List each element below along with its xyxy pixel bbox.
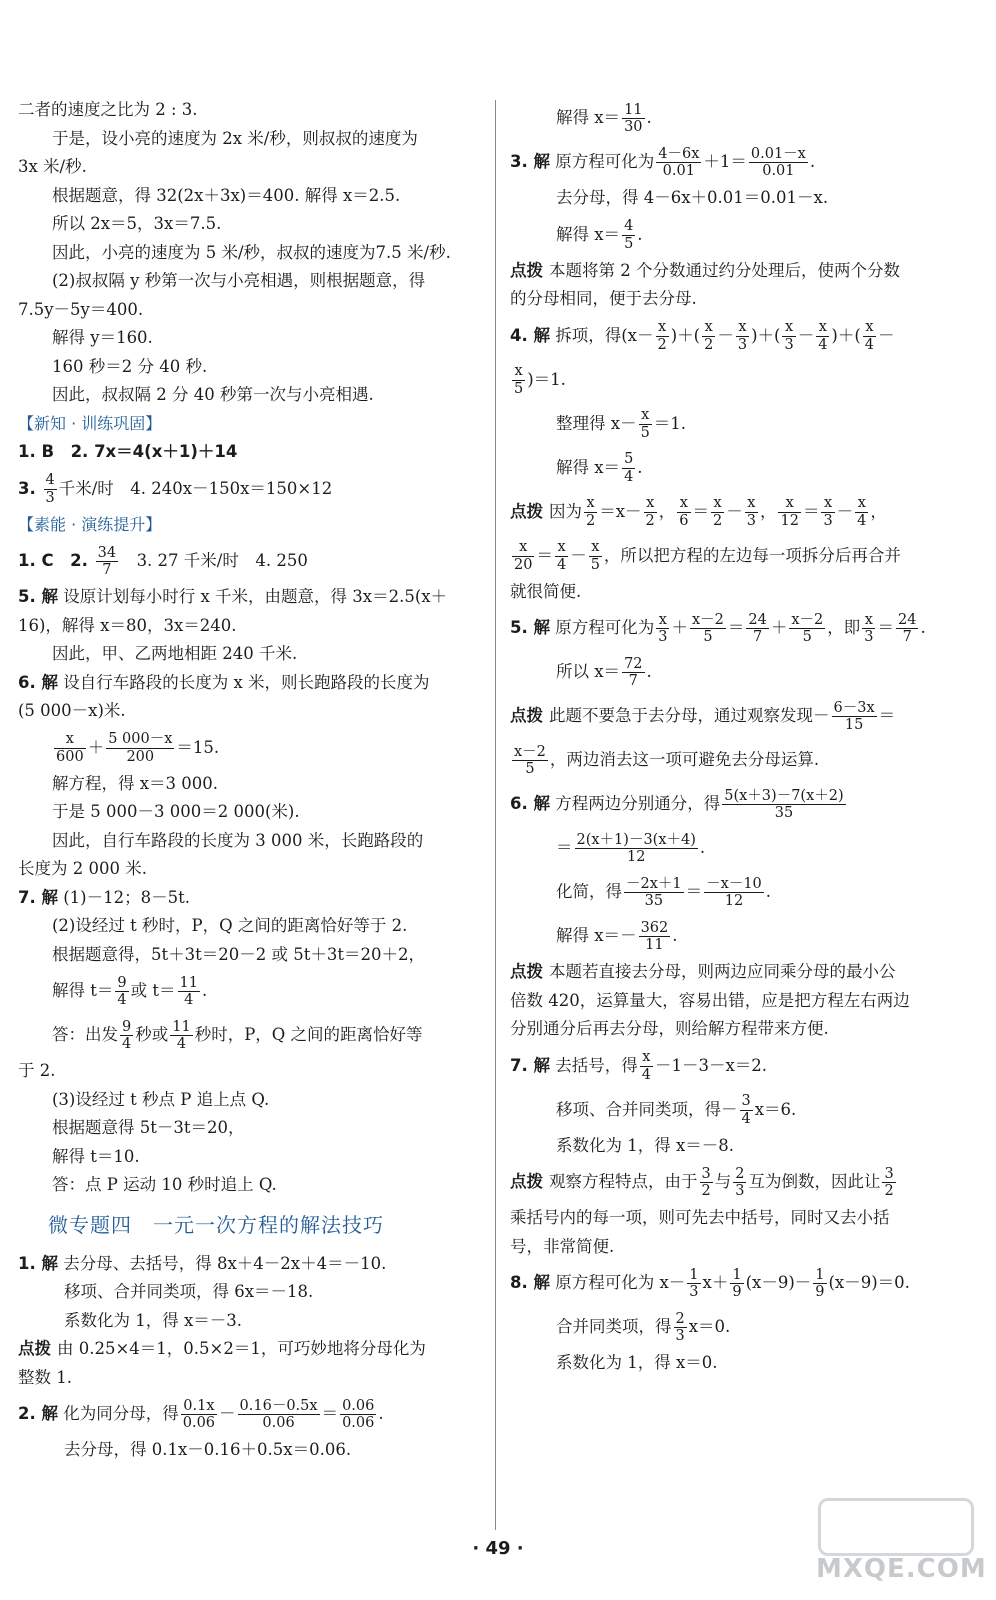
- hint-label: 点拨: [510, 962, 543, 981]
- text-line: (5 000－x)米.: [18, 701, 126, 720]
- fraction: $\frac{x}{3}$: [823, 495, 833, 529]
- text-line: 根据题意得，5t＋3t＝20－2 或 5t＋3t＝20＋2，: [52, 944, 425, 964]
- fraction: $\frac{3}{2}$: [884, 1165, 894, 1199]
- text-line: 因此，叔叔隔 2 分 40 秒第一次与小亮相遇.: [52, 385, 374, 404]
- fraction: $\frac{3}{4}$: [741, 1093, 751, 1127]
- fraction: $\frac{1}{3}$: [689, 1266, 699, 1300]
- text-line: 去分母，得 4－6x＋0.01＝0.01－x.: [556, 188, 829, 207]
- text-line: (2)叔叔隔 y 秒第一次与小亮相遇，则根据题意，得: [52, 271, 426, 290]
- text-line: 点拨 本题将第 2 个分数通过约分处理后，使两个分数: [510, 260, 900, 280]
- text-line: 系数化为 1，得 x＝－3.: [64, 1310, 243, 1330]
- fraction: $\frac{x}{2}$: [713, 495, 723, 529]
- fraction: $\frac{x}{3}$: [864, 611, 874, 645]
- fraction: $\frac{362}{11}$: [640, 919, 669, 953]
- fraction: $\frac{0.16-0.5x}{0.06}$: [239, 1397, 318, 1431]
- equation-line: $\frac{x}{5}$ )＝1.: [514, 363, 566, 397]
- text-line: 分别通分后再去分母，则给解方程带来方便.: [510, 1019, 829, 1038]
- problem-label: 7. 解: [18, 887, 58, 907]
- answer-text: 3.: [18, 478, 42, 498]
- fraction: $\frac{24}{7}$: [748, 611, 767, 645]
- fraction: $\frac{x-2}{5}$: [691, 611, 724, 645]
- problem-label: 6. 解: [510, 794, 550, 813]
- fraction: $\frac{24}{7}$: [897, 611, 917, 645]
- text-line: 160 秒＝2 分 40 秒.: [52, 356, 208, 376]
- watermark-logo: [812, 1494, 987, 1590]
- fraction: $\frac{x}{5}$: [590, 539, 600, 573]
- text-line: 解得 t＝10.: [52, 1146, 140, 1166]
- hint-label: 点拨: [510, 706, 543, 725]
- text-line: 答：点 P 运动 10 秒时追上 Q.: [52, 1175, 277, 1194]
- fraction: $\frac{5(x+3)-7(x+2)}{35}$: [724, 787, 844, 821]
- text-line: 解得 y＝160.: [52, 328, 153, 347]
- equation-line: 化简，得 $\frac{-2x+1}{35}$ ＝ $\frac{-x-10}{12}$ .: [556, 875, 772, 909]
- fraction: $\frac{x}{3}$: [658, 611, 668, 645]
- answer-line: [18, 539, 488, 583]
- text-line: 倍数 420，运算量大，容易出错，应是把方程左右两边: [510, 990, 910, 1010]
- equation-line: 解得 x＝ $\frac{5}{4}$ .: [556, 451, 643, 485]
- text-line: 于 2.: [18, 1061, 56, 1080]
- text-line: 根据题意，得 32(2x＋3x)＝400. 解得 x＝2.5.: [52, 185, 401, 205]
- text-line: 系数化为 1，得 x＝－8.: [556, 1135, 735, 1155]
- fraction: $\frac{-x-10}{12}$: [706, 875, 762, 909]
- problem-label: 4. 解: [510, 325, 550, 345]
- text-line: [18, 1250, 488, 1279]
- answer-text: 3. 27 千米/时 4. 250: [120, 551, 308, 570]
- answer-line: [18, 467, 488, 511]
- hint-label: 点拨: [510, 260, 543, 280]
- equation-line: 6. 解 方程两边分别通分，得 $\frac{5(x+3)-7(x+2)}{35}$: [510, 787, 844, 821]
- right-column: [510, 96, 978, 1378]
- text-line: 去分母，得 0.1x－0.16＋0.5x＝0.06.: [64, 1440, 352, 1459]
- fraction: $\frac{4}{5}$: [624, 218, 634, 252]
- fraction: $\frac{11}{4}$: [179, 974, 198, 1008]
- equation-line: 解得 x＝ $\frac{4}{5}$ .: [556, 218, 643, 252]
- hint-label: 点拨: [510, 1172, 543, 1191]
- topic-heading: 微专题四 一元一次方程的解法技巧: [48, 1212, 384, 1237]
- left-column: [18, 96, 488, 1465]
- text-line: 整数 1.: [18, 1367, 72, 1387]
- text-line: (2)设经过 t 秒时，P，Q 之间的距离恰好等于 2.: [52, 916, 408, 935]
- fraction: $\frac{x}{4}$: [857, 495, 867, 529]
- text-line: [18, 669, 488, 698]
- fraction: $\frac{4-6x}{0.01}$: [658, 145, 700, 179]
- equation-line: 点拨 此题不要急于去分母，通过观察发现－ $\frac{6-3x}{15}$ ＝: [510, 699, 896, 733]
- equation-line: 所以 x＝ $\frac{72}{7}$ .: [556, 655, 652, 689]
- fraction: $\frac{2}{3}$: [675, 1310, 685, 1344]
- equation-line: 点拨 观察方程特点，由于 $\frac{3}{2}$ 与 $\frac{2}{3}$ 互为倒数，因此让 $\frac{3}{2}$: [510, 1165, 894, 1199]
- page-number: · 49 ·: [472, 1538, 524, 1559]
- equation-line: 5. 解 原方程可化为 $\frac{x}{3}$ ＋ $\frac{x-2}{5}$ ＝ $\frac{24}{7}$ ＋ $\frac{x-2}{5}$ ，即 $\frac{x}{3}$ ＝ $\frac{24}{7}$ .: [510, 611, 926, 645]
- text-line: 二者的速度之比为 2 : 3.: [18, 100, 198, 119]
- equation-line: 答：出发 $\frac{9}{4}$ 秒或 $\frac{11}{4}$ 秒时，P，Q 之间的距离恰好等: [52, 1018, 423, 1052]
- text: 设自行车路段的长度为 x 米，则长跑路段的长度为: [58, 672, 430, 692]
- fraction: $\frac{72}{7}$: [624, 655, 643, 689]
- text: 去分母、去括号，得 8x＋4－2x＋4＝－10.: [58, 1253, 387, 1273]
- fraction: $\frac{x}{3}$: [746, 495, 756, 529]
- problem-label: 3. 解: [510, 152, 550, 171]
- text-line: [18, 884, 488, 913]
- text: (1)－12；8－5t.: [58, 887, 190, 907]
- equation-line: 3. 解 原方程可化为 $\frac{4-6x}{0.01}$ ＋1＝ $\frac{0.01-x}{0.01}$ .: [510, 145, 816, 179]
- fraction: $\frac{x}{5}$: [514, 363, 524, 397]
- equation-line: 移项、合并同类项，得－ $\frac{3}{4}$ x＝6.: [556, 1093, 797, 1127]
- problem-label: 2. 解: [18, 1404, 58, 1423]
- problem-label: 8. 解: [510, 1273, 550, 1292]
- fraction: $\frac{x}{5}$: [640, 407, 650, 441]
- equation-line: 解得 x＝－ $\frac{362}{11}$ .: [556, 919, 678, 953]
- fraction: $\frac{x}{4}$: [864, 319, 875, 353]
- equation-line: 整理得 x－ $\frac{x}{5}$ ＝1.: [556, 407, 687, 441]
- answer-line: 1. B 2. 7x＝4(x＋1)＋14: [18, 442, 238, 461]
- answer-text: 千米/时 4. 240x－150x＝150×12: [58, 478, 333, 498]
- fraction: $\frac{x}{12}$: [780, 495, 799, 529]
- text-line: 就很简便.: [510, 581, 582, 601]
- equation-line: 7. 解 去括号，得 $\frac{x}{4}$ －1－3－x＝2.: [510, 1049, 768, 1083]
- fraction: $\frac{1}{9}$: [732, 1266, 742, 1300]
- fraction: $\frac{x}{2}$: [586, 495, 596, 529]
- text-line: [18, 1335, 488, 1364]
- fraction: $\frac{x-2}{5}$: [514, 743, 546, 777]
- equation-line: 2. 解 化为同分母，得 $\frac{0.1x}{0.06}$ － $\frac{0.16-0.5x}{0.06}$ ＝ $\frac{0.06}{0.06}$ .: [18, 1397, 384, 1431]
- fraction: $\frac{9}{4}$: [122, 1018, 132, 1052]
- problem-label: 6. 解: [18, 672, 58, 692]
- equation-line: 解得 t＝ $\frac{9}{4}$ 或 t＝ $\frac{11}{4}$ .: [52, 974, 208, 1008]
- text-line: 因此，甲、乙两地相距 240 千米.: [52, 644, 298, 663]
- problem-label: 5. 解: [510, 618, 550, 637]
- fraction: $\frac{5}{4}$: [624, 451, 634, 485]
- fraction: $\frac{9}{4}$: [117, 974, 127, 1008]
- hint-label: 点拨: [18, 1339, 51, 1358]
- fraction: $\frac{x-2}{5}$: [791, 611, 824, 645]
- equation-line: $\frac{x-2}{5}$ ，两边消去这一项可避免去分母运算.: [514, 743, 820, 777]
- text-line: 因此，自行车路段的长度为 3 000 米，长跑路段的: [52, 830, 424, 850]
- fraction: $\frac{x}{6}$: [679, 495, 689, 529]
- problem-label: 5. 解: [18, 587, 58, 606]
- fraction: $\frac{x}{4}$: [818, 319, 828, 353]
- section-heading: 【素能 · 演练提升】: [18, 514, 162, 534]
- hint-label: 点拨: [510, 501, 543, 521]
- text-line: 7.5y－5y＝400.: [18, 299, 144, 319]
- equation-line: 解得 x＝ $\frac{11}{30}$ .: [556, 101, 652, 135]
- fraction: $\frac{0.06}{0.06}$: [342, 1397, 375, 1431]
- fraction: $\frac{11}{4}$: [172, 1018, 191, 1052]
- fraction: $\frac{x}{600}$: [56, 731, 84, 765]
- text-line: 16)，解得 x＝80，3x＝240.: [18, 615, 237, 635]
- fraction: $\frac{3}{2}$: [701, 1165, 711, 1199]
- fraction: $\frac{-2x+1}{35}$: [626, 875, 682, 909]
- fraction: $\frac{2(x+1)-3(x+4)}{12}$: [576, 831, 696, 865]
- text-line: 点拨 本题若直接去分母，则两边应同乘分母的最小公: [510, 962, 896, 981]
- text-line: 移项、合并同类项，得 6x＝－18.: [64, 1282, 314, 1301]
- section-heading: 【新知 · 训练巩固】: [18, 413, 162, 433]
- fraction: $\frac{34}{7}$: [97, 544, 117, 578]
- fraction: $\frac{x}{4}$: [641, 1049, 651, 1083]
- text-line: 3x 米/秒.: [18, 157, 87, 176]
- fraction: $\frac{x}{4}$: [556, 539, 567, 573]
- text-line: 长度为 2 000 米.: [18, 859, 147, 878]
- fraction: $\frac{11}{30}$: [624, 101, 643, 135]
- text-line: [18, 583, 488, 612]
- problem-label: 1. 解: [18, 1253, 58, 1273]
- equation-line: 8. 解 原方程可化为 x－ $\frac{1}{3}$ x＋ $\frac{1}{9}$ (x－9)－ $\frac{1}{9}$ (x－9)＝0.: [510, 1266, 910, 1300]
- equation-line: 合并同类项，得 $\frac{2}{3}$ x＝0.: [556, 1310, 731, 1344]
- watermark-frame: [818, 1498, 974, 1556]
- text-line: 所以 2x＝5，3x＝7.5.: [52, 214, 222, 233]
- fraction: $\frac{5 000-x}{200}$: [108, 731, 173, 765]
- fraction: $\frac{x}{2}$: [704, 319, 714, 353]
- fraction: $\frac{x}{20}$: [514, 539, 533, 573]
- text-line: 号，非常简便.: [510, 1236, 615, 1256]
- equation-line: 4. 解 拆项，得(x－ $\frac{x}{2}$ )＋( $\frac{x}{2}$ － $\frac{x}{3}$ )＋( $\frac{x}{3}$ － $\frac{x}{4}$ )＋( $\frac{x}{4}$ －: [510, 319, 895, 353]
- text-line: 乘括号内的每一项，则可先去中括号，同时又去小括: [510, 1208, 890, 1227]
- equation-line: ＝ $\frac{2(x+1)-3(x+4)}{12}$ .: [556, 831, 706, 865]
- fraction: $\frac{0.1x}{0.06}$: [182, 1397, 216, 1431]
- fraction: $\frac{0.01-x}{0.01}$: [750, 145, 806, 179]
- text-line: 解方程，得 x＝3 000.: [52, 773, 219, 793]
- watermark-text: MXQE.COM: [816, 1554, 987, 1584]
- text-line: 于是，设小亮的速度为 2x 米/秒，则叔叔的速度为: [52, 128, 418, 148]
- text: 由 0.25×4＝1，0.5×2＝1，可巧妙地将分母化为: [57, 1339, 426, 1358]
- text-line: (3)设经过 t 秒点 P 追上点 Q.: [52, 1089, 270, 1109]
- problem-label: 7. 解: [510, 1055, 550, 1075]
- text-line: 因此，小亮的速度为 5 米/秒，叔叔的速度为7.5 米/秒.: [52, 242, 451, 262]
- text-line: 系数化为 1，得 x＝0.: [556, 1353, 718, 1372]
- text-line: 根据题意得 5t－3t＝20，: [52, 1118, 245, 1137]
- text-line: 于是 5 000－3 000＝2 000(米).: [52, 802, 300, 821]
- fraction: $\frac{2}{3}$: [735, 1165, 745, 1199]
- equation-line: 点拨 因为 $\frac{x}{2}$ ＝x－ $\frac{x}{2}$ ， $\frac{x}{6}$ ＝ $\frac{x}{2}$ － $\frac{x}{3}$ ， $\frac{x}{12}$ ＝ $\frac{x}{3}$ － $\frac{x}{4}$ ，: [510, 495, 887, 529]
- equation-line: $\frac{x}{20}$ ＝ $\frac{x}{4}$ － $\frac{x}{5}$ ，所以把方程的左边每一项拆分后再合并: [514, 539, 901, 573]
- text: 设原计划每小时行 x 千米，由题意，得 3x＝2.5(x＋: [58, 587, 448, 606]
- fraction: $\frac{4}{3}$: [45, 472, 55, 506]
- fraction: $\frac{x}{2}$: [645, 495, 655, 529]
- column-divider: [495, 100, 496, 1530]
- equation-line: $\frac{x}{600}$ ＋ $\frac{5 000-x}{200}$ ＝15.: [56, 731, 220, 765]
- fraction: $\frac{6-3x}{15}$: [833, 699, 875, 733]
- fraction: $\frac{x}{3}$: [737, 319, 748, 353]
- text-line: 的分母相同，便于去分母.: [510, 289, 697, 308]
- answer-text: 1. C 2.: [18, 551, 94, 570]
- fraction: $\frac{1}{9}$: [815, 1266, 825, 1300]
- fraction: $\frac{x}{2}$: [657, 319, 667, 353]
- fraction: $\frac{x}{3}$: [784, 319, 794, 353]
